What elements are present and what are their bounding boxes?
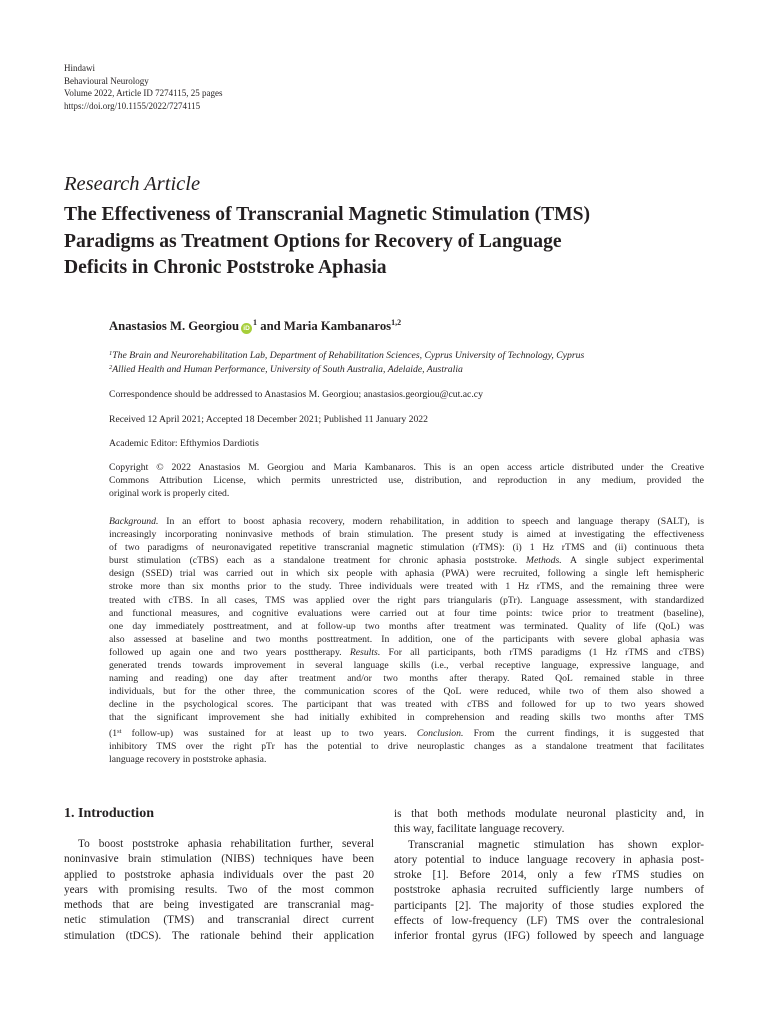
- body-line: stimulation (tDCS). The rationale behind their application: [64, 929, 374, 942]
- doi-link[interactable]: https://doi.org/10.1155/2022/7274115: [64, 100, 201, 111]
- abstract-text: From the current findings, it is suggested that: [463, 727, 704, 739]
- body-column-right: [394, 807, 704, 945]
- abstract-label-results: Results.: [349, 646, 381, 658]
- title-line: Deficits in Chronic Poststroke Aphasia: [64, 257, 387, 278]
- body-line: is that both methods modulate neuronal plasticity and, in: [394, 808, 704, 820]
- body-line: stroke [1]. Before 2014, only a few rTMS studies on: [394, 869, 704, 882]
- abstract-line: treated with cTBS. In all cases, TMS was applied over the right pars triangularis (pTr). Language assessment, with standardized: [109, 594, 704, 606]
- publication-meta: [64, 62, 222, 112]
- orcid-icon[interactable]: iD: [241, 323, 252, 334]
- abstract-label-background: Background.: [109, 516, 159, 527]
- body-line: this way, facilitate language recovery.: [394, 823, 565, 836]
- author-affiliation-mark: 1: [253, 318, 258, 327]
- publication-dates: Received 12 April 2021; Accepted 18 December 2021; Published 11 January 2022: [109, 414, 428, 425]
- abstract-line: increasingly incorporating noninvasive methods of brain stimulation. The present study is aimed at investigating the effectiveness: [109, 529, 704, 541]
- abstract-line: design (SSED) trial was carried out in which six people with aphasia (PWA) were recruited, following a single left hemispheric: [109, 568, 704, 580]
- abstract-line: decline in the psychological scores. The participant that was treated with cTBS and followed for up to two years showed: [109, 699, 704, 711]
- body-line: Transcranial magnetic stimulation has shown explor-: [408, 838, 704, 851]
- body-line: years with promising results. Two of the most common: [64, 883, 374, 896]
- abstract-label-conclusion: Conclusion.: [416, 727, 464, 739]
- abstract-line: stroke more than six months prior to the study. Three individuals were treated with 1 Hz rTMS, and the remaining three were: [109, 581, 704, 593]
- paper-title: [64, 202, 714, 282]
- abstract-line: [109, 646, 704, 659]
- journal-name: Behavioural Neurology: [64, 75, 149, 86]
- abstract-line: [109, 515, 704, 528]
- correspondence: Correspondence should be addressed to Anastasios M. Georgiou; anastasios.georgiou@cut.ac.cy: [109, 389, 483, 400]
- abstract-text: burst stimulation (cTBS) each as a standalone treatment for chronic aphasia poststroke.: [109, 555, 526, 567]
- abstract: [109, 515, 704, 766]
- body-line: effects of low-frequency (LF) TMS over the contralesional: [394, 915, 704, 928]
- author-name: Maria Kambanaros: [283, 319, 392, 333]
- title-line: Paradigms as Treatment Options for Recovery of Language: [64, 230, 562, 252]
- abstract-text: followed up again one and two years posttherapy.: [109, 646, 350, 658]
- author-name: Anastasios M. Georgiou: [109, 319, 240, 333]
- abstract-label-methods: Methods.: [525, 555, 562, 567]
- superscript: st: [117, 727, 122, 735]
- affiliation: [109, 347, 584, 362]
- body-line: applied to poststroke aphasia individuals over the past 20: [64, 868, 374, 881]
- section-heading: 1. Introduction: [64, 806, 154, 821]
- article-type: Research Article: [64, 173, 201, 195]
- body-column-left: [64, 837, 374, 944]
- abstract-line: language recovery in poststroke aphasia.: [109, 753, 267, 765]
- author-conjunction: and: [257, 319, 284, 333]
- copyright-notice: [109, 461, 704, 500]
- abstract-line: generated trends towards improvement in several language skills (i.e., verbal receptive language, expressive language, and: [109, 660, 704, 672]
- abstract-line: that the significant improvement she had initially exhibited in comprehension and reading skills two months after TMS: [109, 712, 704, 724]
- body-line: poststroke aphasia recruited sufficiently large numbers of: [394, 884, 704, 897]
- body-line: inferior frontal gyrus (IFG) followed by speech and language: [394, 930, 704, 943]
- title-line: The Effectiveness of Transcranial Magnetic Stimulation (TMS): [64, 204, 591, 225]
- body-line: netic stimulation (TMS) and transcranial direct current: [64, 914, 374, 927]
- author-affiliation-mark: 1,2: [391, 318, 402, 327]
- affiliation-number: 2: [109, 364, 113, 371]
- abstract-line: of two paradigms of neuronavigated repetitive transcranial magnetic stimulation (rTMS): (i) 1 Hz rTMS and (ii) continuous theta: [109, 542, 704, 554]
- body-line: atory potential to induce language recovery in aphasia post-: [394, 853, 704, 866]
- body-line: To boost poststroke aphasia rehabilitation further, several: [78, 838, 374, 850]
- abstract-text: In an effort to boost aphasia recovery, modern rehabilitation, in addition to speech and language therapy (SALT), is: [158, 516, 704, 527]
- body-line: noninvasive brain stimulation (NIBS) techniques have been: [64, 853, 374, 866]
- abstract-line: also assessed at baseline and two months posttreatment. In addition, one of the participants with severe global aphasia was: [109, 633, 704, 645]
- copyright-line: original work is properly cited.: [109, 488, 230, 500]
- affiliation-text: Allied Health and Human Performance, University of South Australia, Adelaide, Australia: [112, 364, 463, 375]
- copyright-line: Copyright © 2022 Anastasios M. Georgiou and Maria Kambanaros. This is an open access article distributed under the Creative: [109, 462, 704, 473]
- abstract-line: and functional measures, and cognitive evaluations were carried out at four time points: twice prior to treatment (baseline),: [109, 607, 704, 619]
- affiliation-text: The Brain and Neurorehabilitation Lab, Department of Rehabilitation Sciences, Cyprus University of Technology, Cyprus: [112, 350, 585, 361]
- copyright-line: Commons Attribution License, which permits unrestricted use, distribution, and reproduction in any medium, provided the: [109, 475, 704, 487]
- abstract-line: inhibitory TMS over the right pTr has the potential to drive neuroplastic changes as a standalone treatment that facilitates: [109, 740, 704, 752]
- publisher-name: Hindawi: [64, 63, 95, 73]
- academic-editor: Academic Editor: Efthymios Dardiotis: [109, 438, 259, 449]
- abstract-text: (1: [109, 727, 118, 739]
- volume-info: Volume 2022, Article ID 7274115, 25 pages: [64, 88, 223, 98]
- abstract-line: individuals, but for the other three, the communication scores of the QoL were reduced, while two of them also showed a: [109, 686, 704, 698]
- abstract-line: naming and reading) one day after treatment and/or two months after therapy. Rated QoL remained stable in three: [109, 673, 704, 685]
- abstract-text: follow-up) was sustained for at least up to two years.: [121, 727, 417, 739]
- affiliation-number: 1: [109, 350, 113, 357]
- abstract-line: one day immediately posttreatment, and at follow-up two months after treatment was terminated. Quality of life (QoL) was: [109, 620, 704, 632]
- abstract-text: A single subject experimental: [561, 555, 704, 567]
- author-list: [109, 318, 401, 334]
- affiliation: [109, 361, 463, 376]
- body-line: methods that are being investigated are transcranial mag-: [64, 899, 374, 912]
- abstract-text: For all participants, both rTMS paradigms (1 Hz rTMS and cTBS): [380, 646, 704, 658]
- abstract-line: [109, 554, 704, 567]
- body-line: participants [2]. The majority of those studies explored the: [394, 899, 704, 912]
- abstract-line: [109, 725, 704, 740]
